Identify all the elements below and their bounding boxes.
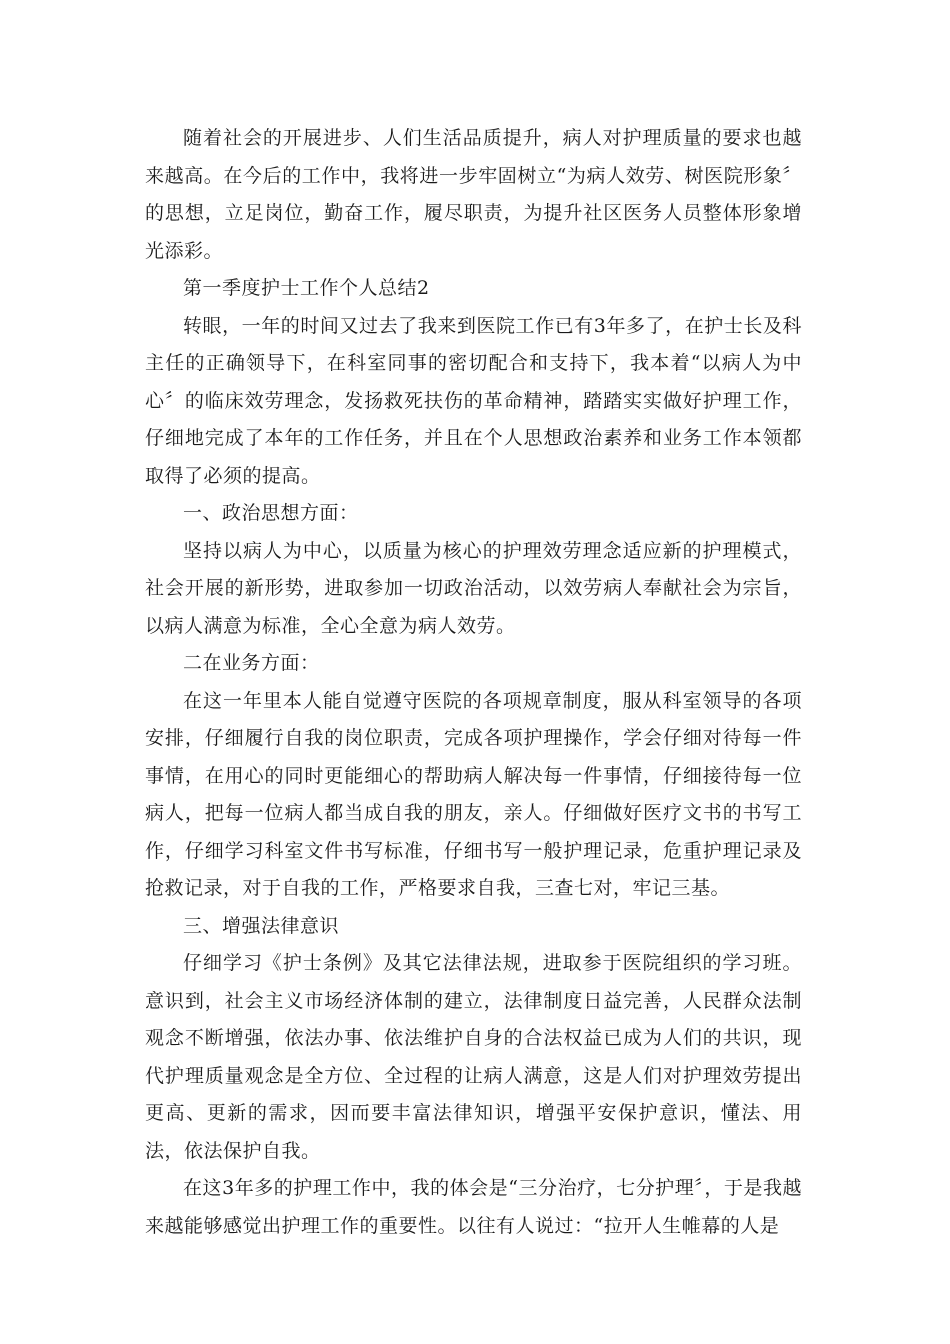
paragraph-business: 在这一年里本人能自觉遵守医院的各项规章制度，服从科室领导的各项安排，仔细履行自我的岗位职责，完成各项护理操作，学会仔细对待每一件事情，在用心的同时更能细心的帮助病人解决每一件事情，仔细接待每一位病人，把每一位病人都当成自我的朋友，亲人。仔细做好医疗文书的书写工作，仔细学习科室文件书写标准，仔细书写一般护理记录，危重护理记录及抢救记录，对于自我的工作，严格要求自我，三查七对，牢记三基。 [145, 689, 802, 899]
paragraph-legal: 仔细学习《护士条例》及其它法律法规，进取参于医院组织的学习班。意识到，社会主义市场经济体制的建立，法律制度日益完善，人民群众法制观念不断增强，依法办事、依法维护自身的合法权益已成为人们的共识，现代护理质量观念是全方位、全过程的让病人满意，这是人们对护理效劳提出更高、更新的需求，因而要丰富法律知识，增强平安保护意识，懂法、用法，依法保护自我。 [145, 952, 802, 1162]
paragraph-political: 坚持以病人为中心，以质量为核心的护理效劳理念适应新的护理模式，社会开展的新形势，进取参加一切政治活动，以效劳病人奉献社会为宗旨，以病人满意为标准，全心全意为病人效劳。 [145, 539, 802, 637]
heading-business: 二在业务方面： [183, 652, 320, 674]
document-body [145, 120, 802, 1245]
heading-legal: 三、增强法律意识 [183, 914, 340, 937]
heading-political: 一、政治思想方面： [183, 502, 359, 524]
paragraph-overview: 转眼，一年的时间又过去了我来到医院工作已有3年多了，在护士长及科主任的正确领导下，在科室同事的密切配合和支持下，我本着“以病人为中心〞的临床效劳理念，发扬救死扶伤的革命精神，踏踏实实做好护理工作，仔细地完成了本年的工作任务，并且在个人思想政治素养和业务工作本领都取得了必须的提高。 [145, 314, 802, 487]
paragraph-intro: 随着社会的开展进步、人们生活品质提升，病人对护理质量的要求也越来越高。在今后的工作中，我将进一步牢固树立“为病人效劳、树医院形象〞的思想，立足岗位，勤奋工作，履尽职责，为提升社区医务人员整体形象增光添彩。 [145, 127, 802, 262]
paragraph-experience: 在这3年多的护理工作中，我的体会是“三分治疗，七分护理〞，于是我越来越能够感觉出护理工作的重要性。以往有人说过：“拉开人生帷幕的人是 [145, 1177, 802, 1237]
section-title: 第一季度护士工作个人总结2 [183, 277, 430, 299]
